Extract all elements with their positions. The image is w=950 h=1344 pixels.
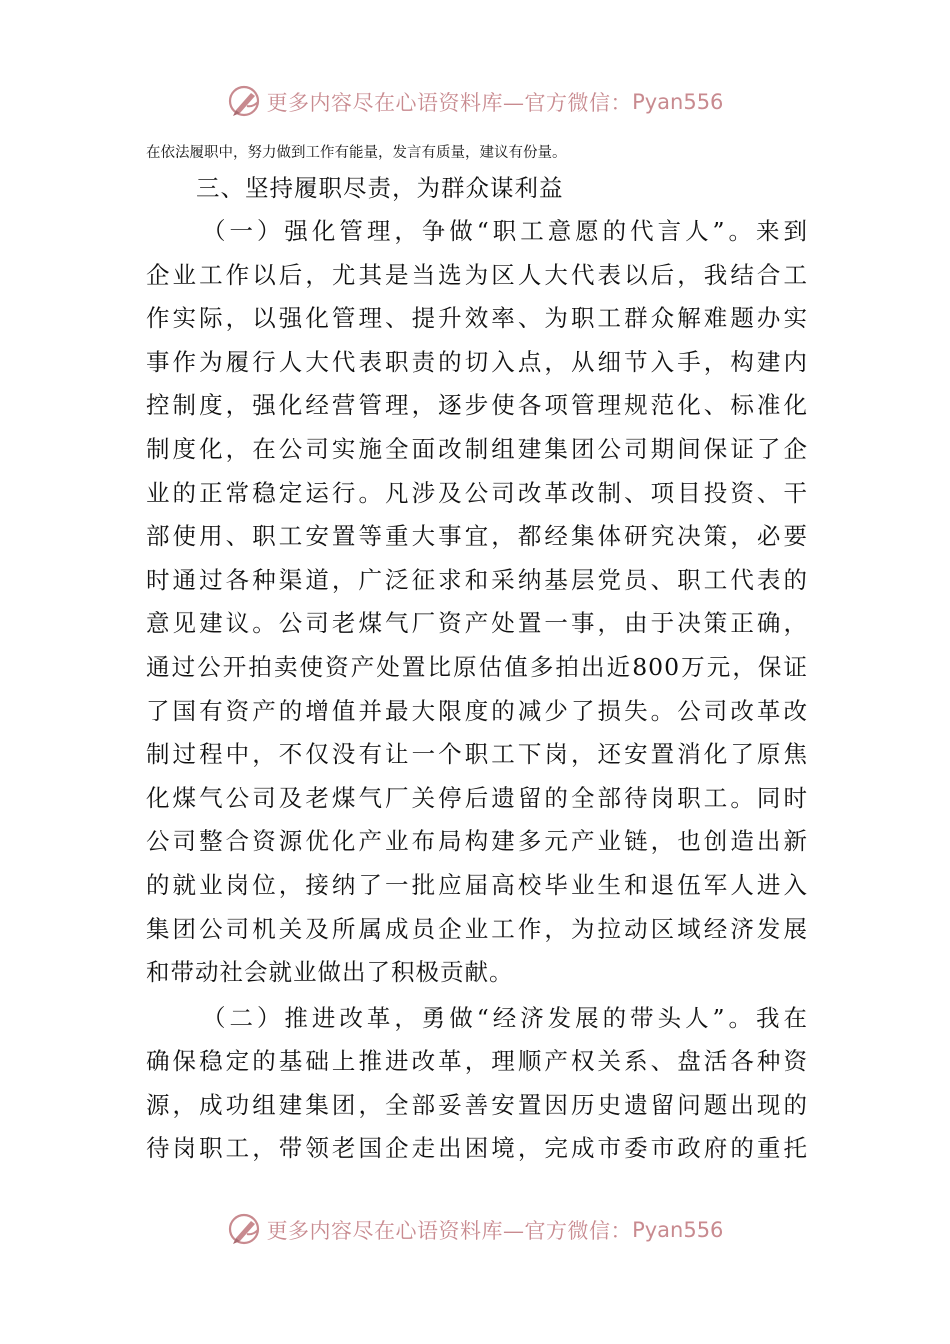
paragraph-line: （二）推进改革，勇做“经济发展的带头人”。我在	[202, 1003, 808, 1032]
paragraph-line: 化煤气公司及老煤气厂关停后遗留的全部待岗职工。同时	[146, 783, 808, 812]
paragraph-line: 事作为履行人大代表职责的切入点，从细节入手，构建内	[146, 347, 808, 376]
paragraph-line: 作实际，以强化管理、提升效率、为职工群众解难题办实	[146, 304, 808, 333]
paragraph-line: 控制度，强化经营管理，逐步使各项管理规范化、标准化	[146, 391, 808, 420]
watermark-banner-bottom	[0, 1208, 950, 1252]
paragraph-line: 和带动社会就业做出了积极贡献。	[146, 958, 514, 987]
watermark-banner-top	[0, 80, 950, 124]
watermark-id: Pyan556	[632, 1218, 724, 1242]
paragraph-line: 部使用、职工安置等重大事宜，都经集体研究决策，必要	[146, 522, 808, 551]
section-heading: 三、坚持履职尽责，为群众谋利益	[196, 174, 564, 202]
paragraph-1	[146, 210, 808, 995]
document-body	[146, 140, 808, 1171]
paragraph-line: 确保稳定的基础上推进改革，理顺产权关系、盘活各种资	[146, 1047, 808, 1076]
paragraph-line: 公司整合资源优化产业布局构建多元产业链，也创造出新	[146, 827, 808, 856]
paragraph-line: 企业工作以后，尤其是当选为区人大代表以后，我结合工	[146, 260, 808, 289]
watermark-text: 更多内容尽在心语资料库—官方微信：	[266, 91, 633, 115]
watermark-id: Pyan556	[632, 90, 724, 114]
paragraph-line: 待岗职工，带领老国企走出困境，完成市委市政府的重托	[146, 1134, 808, 1163]
paragraph-line: 意见建议。公司老煤气厂资产处置一事，由于决策正确，	[146, 609, 808, 638]
paragraph-line: 业的正常稳定运行。凡涉及公司改革改制、项目投资、干	[146, 478, 808, 507]
watermark-text: 更多内容尽在心语资料库—官方微信：	[266, 1219, 633, 1243]
paragraph-line: 了国有资产的增值并最大限度的减少了损失。公司改革改	[146, 696, 808, 725]
paragraph-line: 源，成功组建集团，全部妥善安置因历史遗留问题出现的	[146, 1090, 808, 1119]
paragraph-line: 制度化，在公司实施全面改制组建集团公司期间保证了企	[146, 434, 808, 463]
paragraph-line: 通过公开拍卖使资产处置比原估值多拍出近800万元，保证	[146, 652, 808, 681]
paragraph-line: 时通过各种渠道，广泛征求和采纳基层党员、职工代表的	[146, 565, 808, 594]
continued-text-line: 在依法履职中，努力做到工作有能量，发言有质量，建议有份量。	[146, 145, 567, 161]
paragraph-line: 集团公司机关及所属成员企业工作，为拉动区域经济发展	[146, 914, 808, 943]
pen-logo-icon	[227, 84, 263, 120]
paragraph-line: 制过程中，不仅没有让一个职工下岗，还安置消化了原焦	[146, 740, 808, 769]
paragraph-line: 的就业岗位，接纳了一批应届高校毕业生和退伍军人进入	[146, 870, 808, 899]
paragraph-2	[146, 997, 808, 1171]
paragraph-line: （一）强化管理，争做“职工意愿的代言人”。来到	[202, 217, 808, 245]
pen-logo-icon	[227, 1212, 263, 1248]
